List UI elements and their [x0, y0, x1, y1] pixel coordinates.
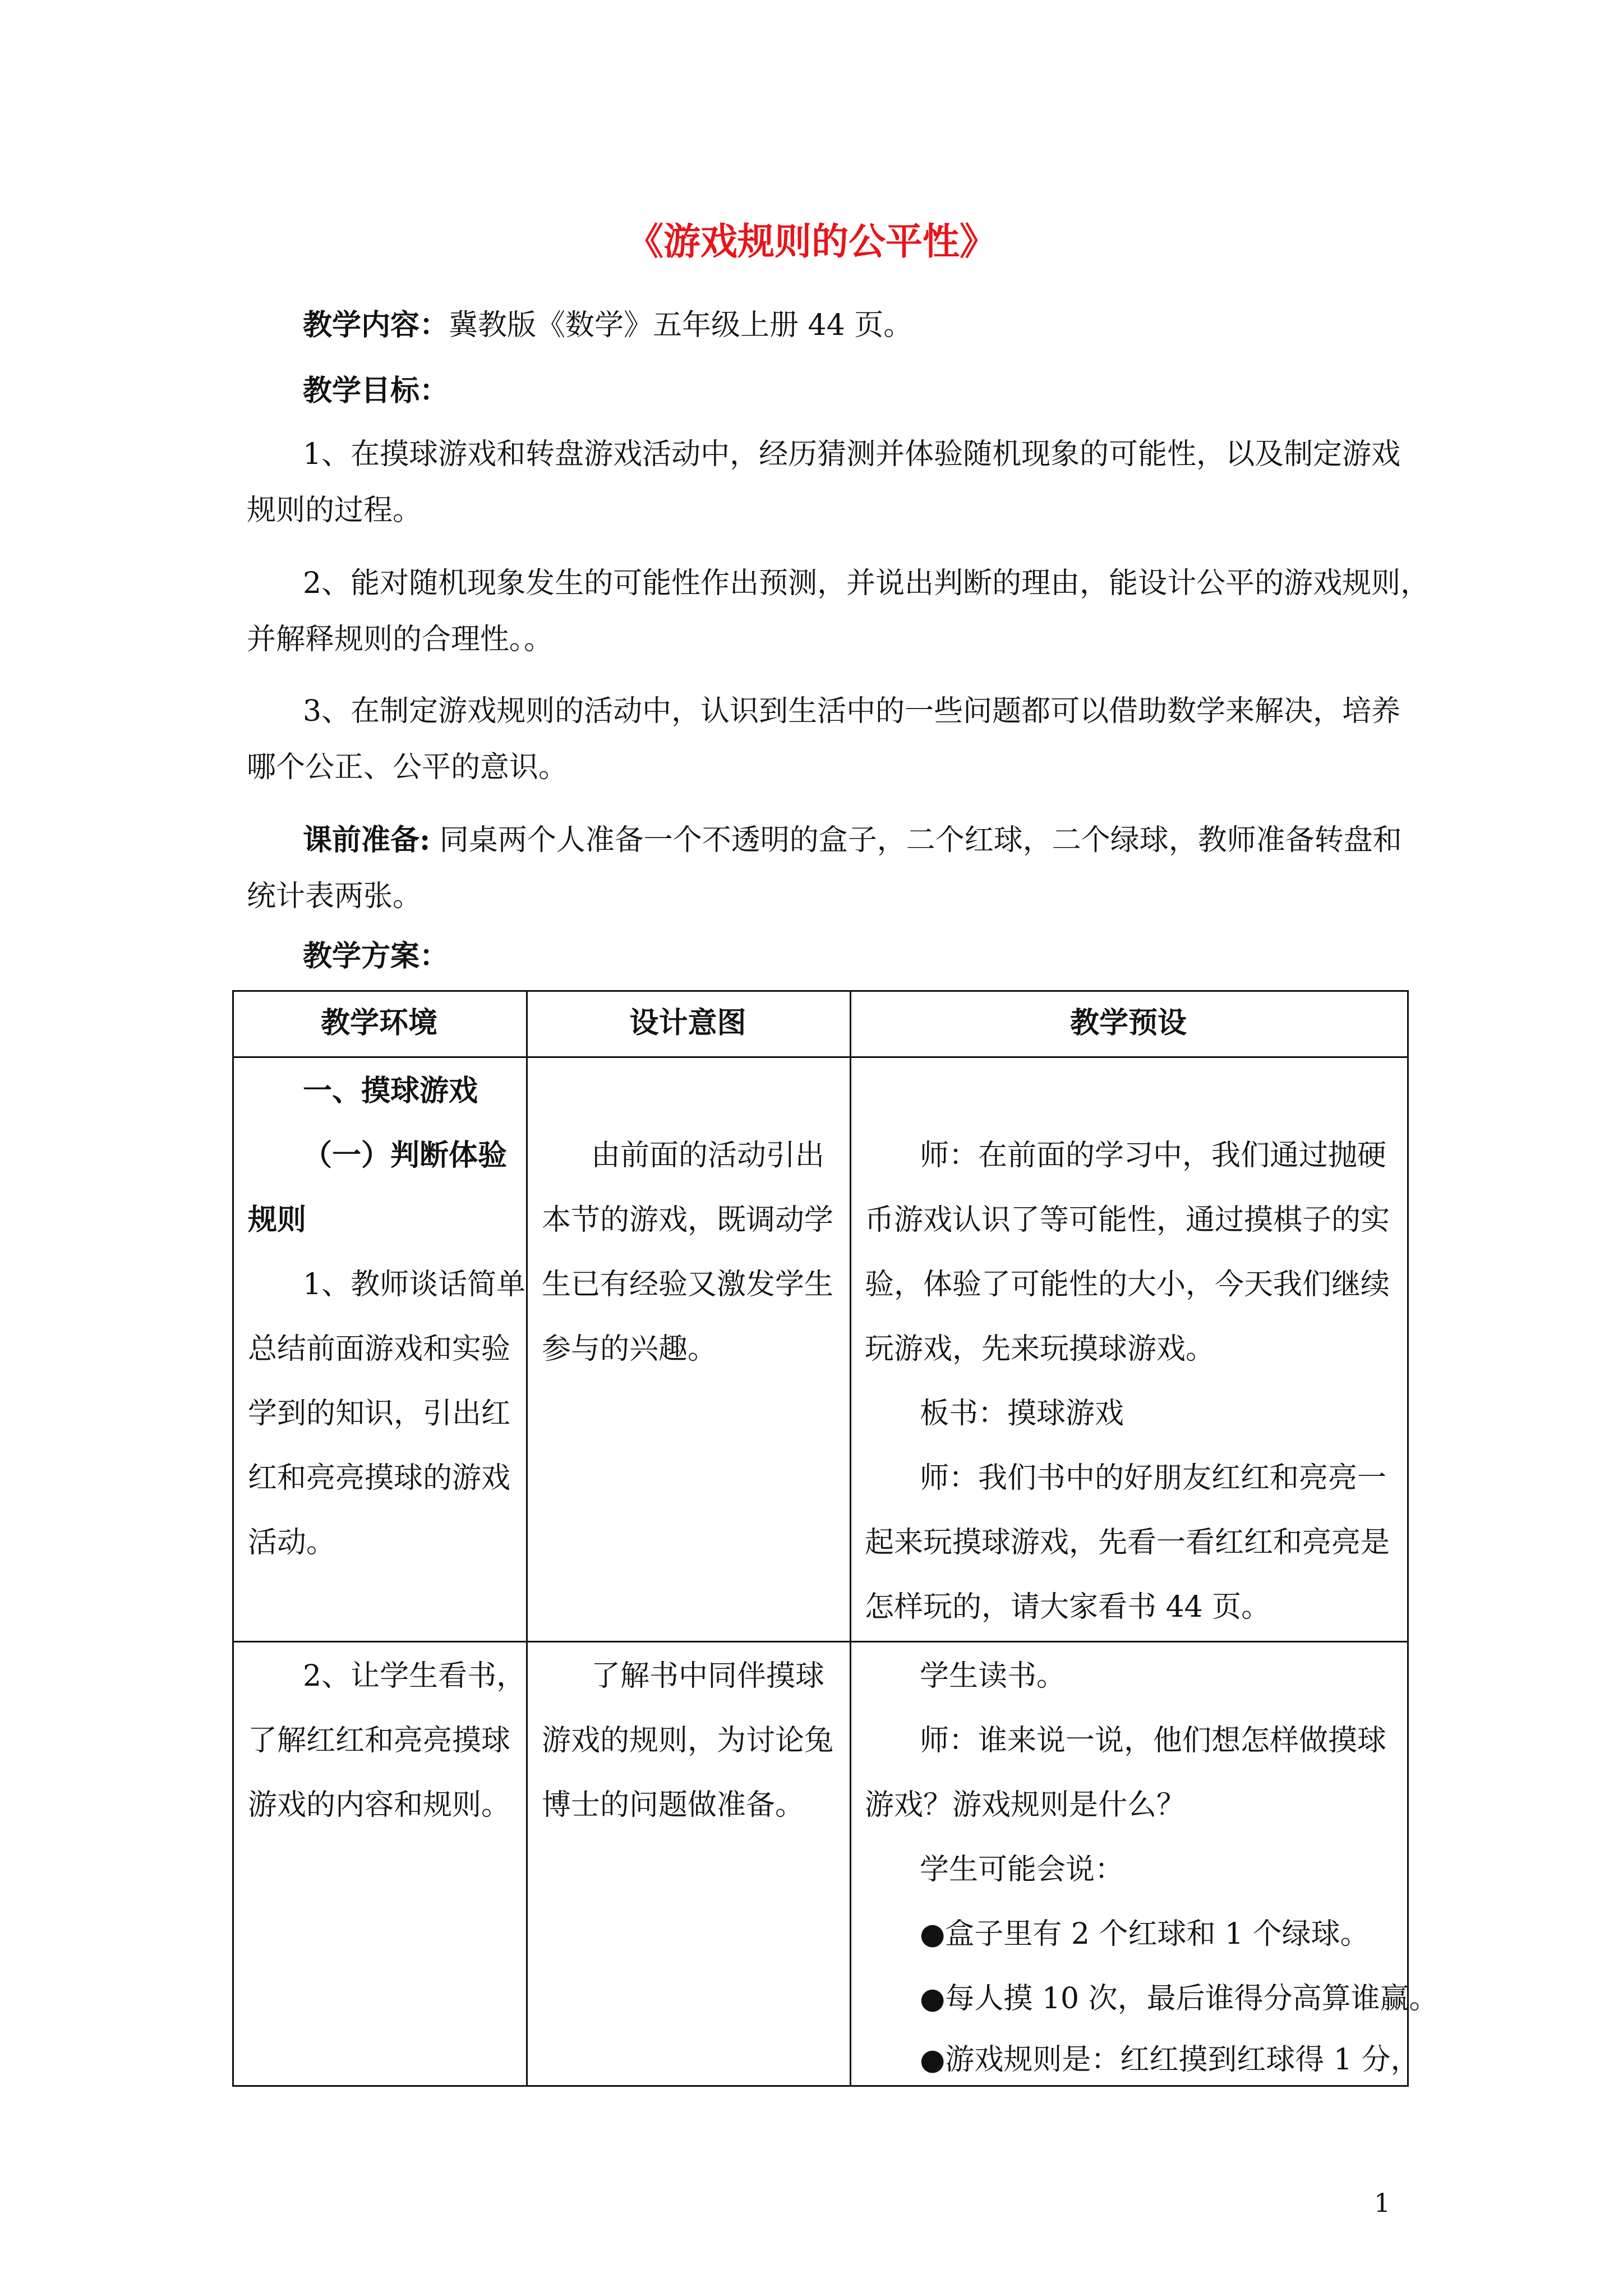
goal-2-line-2: 并解释规则的合理性。。: [247, 623, 554, 656]
header-design-intent: 设计意图: [629, 1006, 746, 1040]
cell-r1c3-line: 玩游戏，先来玩摸球游戏。: [865, 1332, 1215, 1366]
cell-r2c3-line: 游戏？游戏规则是什么？: [865, 1788, 1186, 1822]
cell-r1c1-line: 总结前面游戏和实验: [248, 1332, 511, 1366]
cell-r2c2-line: 游戏的规则，为讨论兔: [542, 1724, 834, 1757]
table-border-right: [1407, 990, 1409, 2087]
cell-r2c1-line: 2、让学生看书，: [303, 1659, 526, 1693]
teaching-content-label: 教学内容：: [303, 308, 449, 342]
prep-line-1: [303, 818, 1441, 863]
cell-r1c3-line: 师：在前面的学习中，我们通过抛硬: [920, 1139, 1387, 1172]
header-teaching-environment: 教学环境: [320, 1006, 437, 1040]
table-border-bottom: [232, 2085, 1409, 2087]
cell-r1c2-line: 参与的兴趣。: [542, 1332, 717, 1366]
cell-r1c1-line: 一、摸球游戏: [303, 1074, 478, 1108]
header-teaching-preset: 教学预设: [1069, 1006, 1187, 1040]
teaching-content: [303, 303, 1441, 348]
cell-r1c1-line: （一）判断体验: [303, 1138, 508, 1172]
table-col-divider-1: [526, 990, 528, 2087]
page-number: 1: [1374, 2188, 1391, 2218]
cell-r1c1-line: 规则: [248, 1203, 307, 1237]
cell-r1c2-line: 本节的游戏，既调动学: [542, 1203, 834, 1237]
cell-r2c3-line: 师：谁来说一说，他们想怎样做摸球: [920, 1724, 1387, 1757]
cell-r2c3-line: ●盒子里有 2 个红球和 1 个绿球。: [920, 1917, 1370, 1951]
table-row-divider: [232, 1641, 1409, 1642]
plan-heading: 教学方案：: [303, 939, 449, 973]
cell-r2c1-line: 了解红红和亮亮摸球: [248, 1724, 511, 1757]
goal-2-line-1: 2、能对随机现象发生的可能性作出预测，并说出判断的理由，能设计公平的游戏规则，: [303, 567, 1430, 600]
table-col-divider-2: [850, 990, 851, 2087]
goal-1-line-2: 规则的过程。: [247, 494, 422, 527]
cell-r2c2-line: 了解书中同伴摸球: [591, 1659, 825, 1693]
goal-3-line-2: 哪个公正、公平的意识。: [247, 751, 568, 784]
cell-r2c3-line: ●每人摸 10 次，最后谁得分高算谁赢。: [920, 1982, 1438, 2016]
cell-r1c2-line: 生已有经验又激发学生: [542, 1268, 834, 1301]
cell-r1c3-line: 验，体验了可能性的大小，今天我们继续: [865, 1268, 1390, 1301]
goal-1-line-1: 1、在摸球游戏和转盘游戏活动中，经历猜测并体验随机现象的可能性，以及制定游戏: [303, 438, 1401, 471]
cell-r2c3-line: 学生读书。: [920, 1659, 1066, 1693]
cell-r2c2-line: 博士的问题做准备。: [542, 1788, 805, 1822]
table-border-left: [232, 990, 234, 2087]
cell-r1c3-line: 币游戏认识了等可能性，通过摸棋子的实: [865, 1203, 1390, 1237]
prep-line-2: 统计表两张。: [247, 880, 422, 913]
prep-text: 同桌两个人准备一个不透明的盒子，二个红球，二个绿球，教师准备转盘和: [430, 823, 1402, 857]
teaching-plan-table: [232, 990, 1438, 2087]
cell-r2c1-line: 游戏的内容和规则。: [248, 1788, 511, 1822]
prep-label: 课前准备:: [303, 823, 431, 857]
cell-r1c1-line: 红和亮亮摸球的游戏: [248, 1461, 511, 1495]
cell-r1c2-line: 由前面的活动引出: [591, 1139, 825, 1172]
cell-r2c3-line: ●游戏规则是：红红摸到红球得 1 分，: [920, 2043, 1420, 2077]
table-header-divider: [232, 1056, 1409, 1058]
teaching-content-text: 冀教版《数学》五年级上册 44 页。: [449, 309, 913, 342]
cell-r1c3-line: 师：我们书中的好朋友红红和亮亮一: [920, 1461, 1387, 1495]
goals-heading: 教学目标：: [303, 374, 449, 408]
cell-r2c3-line: 学生可能会说：: [920, 1853, 1124, 1887]
cell-r1c3-line: 起来玩摸球游戏，先看一看红红和亮亮是: [865, 1526, 1390, 1559]
cell-r1c3-line: 怎样玩的，请大家看书 44 页。: [865, 1590, 1271, 1624]
cell-r1c3-line: 板书：摸球游戏: [920, 1397, 1124, 1430]
goal-3-line-1: 3、在制定游戏规则的活动中，认识到生活中的一些问题都可以借助数学来解决，培养: [303, 694, 1401, 728]
cell-r1c1-line: 学到的知识，引出红: [248, 1397, 511, 1430]
cell-r1c1-line: 活动。: [248, 1526, 336, 1559]
document-title: 《游戏规则的公平性》: [626, 219, 997, 263]
cell-r1c1-line: 1、教师谈话简单: [303, 1268, 526, 1301]
